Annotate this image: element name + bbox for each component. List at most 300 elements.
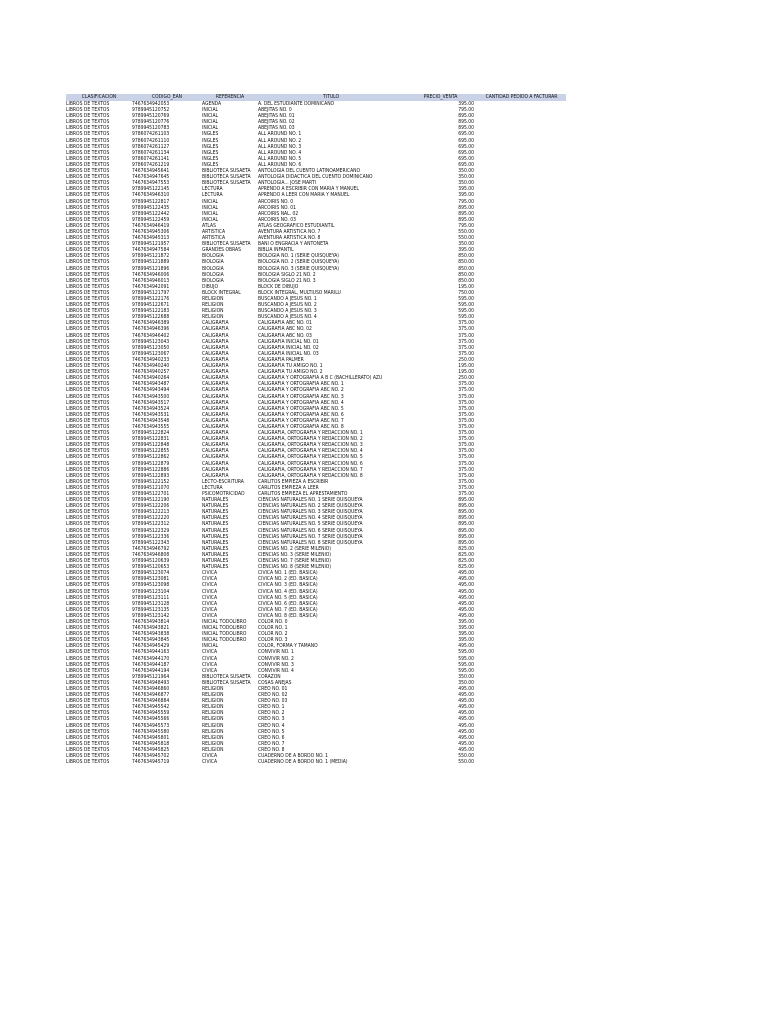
titulo-cell[interactable]: ALL AROUND NO. 5 [258, 155, 302, 162]
titulo-cell[interactable]: COLOR NO. 1 [258, 625, 288, 632]
referencia-cell[interactable]: CIVICA [202, 600, 218, 607]
precio-venta-cell[interactable]: 895.00 [458, 539, 474, 546]
referencia-cell[interactable]: RELIGION [202, 710, 224, 717]
referencia-cell[interactable]: INICIAL TODOLIBRO [202, 637, 247, 644]
referencia-cell[interactable]: CIVICA [202, 582, 218, 589]
codigo-ean-cell[interactable]: 9789945122343 [132, 539, 170, 546]
titulo-cell[interactable]: ARCOIRIS NO. 0 [258, 198, 294, 205]
codigo-ean-cell[interactable]: 7467634943821 [132, 625, 170, 632]
referencia-cell[interactable]: NATURALES [202, 503, 229, 510]
referencia-cell[interactable]: LECTO-ESCRITURA [202, 478, 244, 485]
clasificacion-cell[interactable]: LIBROS DE TEXTOS [66, 643, 110, 650]
clasificacion-cell[interactable]: LIBROS DE TEXTOS [66, 588, 110, 595]
clasificacion-cell[interactable]: LIBROS DE TEXTOS [66, 283, 110, 290]
clasificacion-cell[interactable]: LIBROS DE TEXTOS [66, 509, 110, 516]
codigo-ean-cell[interactable]: 7467634946310 [132, 192, 170, 199]
precio-venta-cell[interactable]: 395.00 [458, 101, 474, 107]
codigo-ean-cell[interactable]: 7467634945719 [132, 759, 170, 766]
referencia-cell[interactable]: BIBLIOTECA SUSAETA [202, 180, 251, 187]
titulo-cell[interactable]: CIENCIAS NO. 7 (SERIE MILENIO) [258, 558, 332, 565]
titulo-cell[interactable]: CONVIVIR NO. 4 [258, 667, 294, 674]
codigo-ean-cell[interactable]: 9789945122213 [132, 509, 170, 516]
referencia-cell[interactable]: CIVICA [202, 753, 218, 760]
codigo-ean-cell[interactable]: 7467634945429 [132, 643, 170, 650]
precio-venta-cell[interactable]: 595.00 [458, 296, 474, 302]
codigo-ean-cell[interactable]: 7467634947553 [132, 180, 170, 187]
referencia-cell[interactable]: CALIGRAFIA [202, 356, 229, 363]
referencia-cell[interactable]: BIBLIOTECA SUSAETA [202, 241, 251, 248]
titulo-cell[interactable]: CALIGRAFIA Y ORTOGRAFIA ABC NO. 5 [258, 405, 344, 412]
precio-venta-cell[interactable]: 850.00 [458, 277, 474, 284]
clasificacion-cell[interactable]: LIBROS DE TEXTOS [66, 759, 110, 766]
clasificacion-cell[interactable]: LIBROS DE TEXTOS [66, 753, 110, 760]
referencia-cell[interactable]: ATLAS [202, 222, 216, 229]
referencia-cell[interactable]: INICIAL [202, 216, 219, 223]
precio-venta-cell[interactable]: 695.00 [458, 161, 474, 168]
referencia-cell[interactable]: RELIGION [202, 302, 224, 309]
precio-venta-cell[interactable]: 375.00 [458, 484, 474, 491]
clasificacion-cell[interactable]: LIBROS DE TEXTOS [66, 210, 110, 217]
clasificacion-cell[interactable]: LIBROS DE TEXTOS [66, 655, 110, 662]
codigo-ean-cell[interactable]: 7467634946013 [132, 277, 170, 284]
precio-venta-cell[interactable]: 375.00 [458, 326, 474, 333]
referencia-cell[interactable]: GRANDES OBRAS [202, 247, 241, 254]
titulo-cell[interactable]: ARCOIRIS NAL. 02 [258, 210, 299, 217]
titulo-cell[interactable]: CUADERNO DE A BORDO NO. 1 [258, 753, 329, 760]
precio-venta-cell[interactable]: 695.00 [458, 149, 474, 156]
titulo-cell[interactable]: ALL AROUND NO. 1 [258, 131, 302, 138]
referencia-cell[interactable]: INGLES [202, 131, 219, 138]
clasificacion-cell[interactable]: LIBROS DE TEXTOS [66, 631, 110, 638]
referencia-cell[interactable]: BIBLIOTECA SUSAETA [202, 679, 251, 686]
referencia-cell[interactable]: BIOLOGIA [202, 253, 224, 260]
precio-venta-cell[interactable]: 495.00 [458, 734, 474, 741]
precio-venta-cell[interactable]: 495.00 [458, 576, 474, 583]
precio-venta-cell[interactable]: 895.00 [458, 503, 474, 510]
precio-venta-cell[interactable]: 350.00 [458, 241, 474, 248]
clasificacion-cell[interactable]: LIBROS DE TEXTOS [66, 746, 110, 753]
clasificacion-cell[interactable]: LIBROS DE TEXTOS [66, 649, 110, 656]
codigo-ean-cell[interactable]: 9789945121957 [132, 241, 170, 248]
titulo-cell[interactable]: ALL AROUND NO. 4 [258, 149, 302, 156]
precio-venta-cell[interactable]: 350.00 [458, 679, 474, 686]
clasificacion-cell[interactable]: LIBROS DE TEXTOS [66, 484, 110, 491]
referencia-cell[interactable]: CALIGRAFIA [202, 393, 229, 400]
codigo-ean-cell[interactable]: 7467634940240 [132, 363, 170, 370]
referencia-cell[interactable]: CALIGRAFIA [202, 448, 229, 455]
referencia-cell[interactable]: INICIAL [202, 107, 219, 114]
codigo-ean-cell[interactable]: 9786074261110 [132, 137, 170, 144]
referencia-cell[interactable]: CALIGRAFIA [202, 375, 229, 382]
precio-venta-cell[interactable]: 375.00 [458, 466, 474, 473]
clasificacion-cell[interactable]: LIBROS DE TEXTOS [66, 734, 110, 741]
clasificacion-cell[interactable]: LIBROS DE TEXTOS [66, 143, 110, 150]
referencia-cell[interactable]: NATURALES [202, 533, 229, 540]
clasificacion-cell[interactable]: LIBROS DE TEXTOS [66, 740, 110, 747]
titulo-cell[interactable]: CALIGRAFIA PALMER [258, 356, 304, 363]
clasificacion-cell[interactable]: LIBROS DE TEXTOS [66, 125, 110, 132]
precio-venta-cell[interactable]: 195.00 [458, 369, 474, 376]
titulo-cell[interactable]: COLOR NO. 2 [258, 631, 288, 638]
clasificacion-cell[interactable]: LIBROS DE TEXTOS [66, 381, 110, 388]
titulo-cell[interactable]: BLOCK DE DIBUJO [258, 283, 299, 290]
referencia-cell[interactable]: RELIGION [202, 722, 224, 729]
codigo-ean-cell[interactable]: 9789945122336 [132, 533, 170, 540]
titulo-cell[interactable]: BUSCANDO A JESUS NO. 4 [258, 314, 317, 321]
titulo-cell[interactable]: CONVIVIR NO. 1 [258, 649, 294, 656]
referencia-cell[interactable]: NATURALES [202, 551, 229, 558]
precio-venta-cell[interactable]: 375.00 [458, 344, 474, 351]
codigo-ean-cell[interactable]: 9789945120776 [132, 119, 170, 126]
clasificacion-cell[interactable]: LIBROS DE TEXTOS [66, 612, 110, 619]
codigo-ean-cell[interactable]: 9789945123111 [132, 594, 170, 601]
clasificacion-cell[interactable]: LIBROS DE TEXTOS [66, 576, 110, 583]
referencia-cell[interactable]: LECTURA [202, 484, 223, 491]
titulo-cell[interactable]: BUSCANDO A JESUS NO. 1 [258, 296, 317, 302]
titulo-cell[interactable]: COLOR NO. 3 [258, 637, 288, 644]
referencia-cell[interactable]: CALIGRAFIA [202, 411, 229, 418]
precio-venta-cell[interactable]: 375.00 [458, 350, 474, 357]
titulo-cell[interactable]: COLOR, FORMA Y TAMANO [258, 643, 318, 650]
precio-venta-cell[interactable]: 895.00 [458, 204, 474, 211]
titulo-cell[interactable]: BANI O ENGRACIA Y ANTOÑETA [258, 241, 329, 248]
precio-venta-cell[interactable]: 495.00 [458, 612, 474, 619]
titulo-cell[interactable]: BIBLIA INFANTIL [258, 247, 294, 254]
precio-venta-cell[interactable]: 350.00 [458, 180, 474, 187]
precio-venta-cell[interactable]: 750.00 [458, 289, 474, 296]
precio-venta-cell[interactable]: 695.00 [458, 137, 474, 144]
clasificacion-cell[interactable]: LIBROS DE TEXTOS [66, 673, 110, 680]
clasificacion-cell[interactable]: LIBROS DE TEXTOS [66, 363, 110, 370]
referencia-cell[interactable]: INGLES [202, 161, 219, 168]
referencia-cell[interactable]: CALIGRAFIA [202, 417, 229, 424]
precio-venta-cell[interactable]: 375.00 [458, 460, 474, 467]
clasificacion-cell[interactable]: LIBROS DE TEXTOS [66, 253, 110, 260]
precio-venta-cell[interactable]: 550.00 [458, 235, 474, 242]
referencia-cell[interactable]: INICIAL [202, 119, 219, 126]
codigo-ean-cell[interactable]: 9789945122220 [132, 515, 170, 522]
codigo-ean-cell[interactable]: 9789945123050 [132, 344, 170, 351]
codigo-ean-cell[interactable]: 9789945123098 [132, 582, 170, 589]
clasificacion-cell[interactable]: LIBROS DE TEXTOS [66, 527, 110, 534]
referencia-cell[interactable]: INGLES [202, 149, 219, 156]
referencia-cell[interactable]: INGLES [202, 155, 219, 162]
clasificacion-cell[interactable]: LIBROS DE TEXTOS [66, 594, 110, 601]
referencia-cell[interactable]: CALIGRAFIA [202, 436, 229, 443]
precio-venta-cell[interactable]: 895.00 [458, 497, 474, 504]
codigo-ean-cell[interactable]: 9786074261103 [132, 131, 170, 138]
precio-venta-cell[interactable]: 550.00 [458, 753, 474, 760]
clasificacion-cell[interactable]: LIBROS DE TEXTOS [66, 478, 110, 485]
clasificacion-cell[interactable]: LIBROS DE TEXTOS [66, 192, 110, 199]
titulo-cell[interactable]: CIENCIAS NO. 3 (SERIE MILENIO) [258, 551, 332, 558]
referencia-cell[interactable]: CIVICA [202, 570, 218, 577]
titulo-cell[interactable]: ALL AROUND NO. 2 [258, 137, 302, 144]
clasificacion-cell[interactable]: LIBROS DE TEXTOS [66, 436, 110, 443]
codigo-ean-cell[interactable]: 7467634943548 [132, 417, 170, 424]
referencia-cell[interactable]: RELIGION [202, 734, 224, 741]
codigo-ean-cell[interactable]: 7467634945306 [132, 228, 170, 235]
titulo-cell[interactable]: A. DEL ESTUDIANTE DOMINICANO [258, 101, 335, 107]
clasificacion-cell[interactable]: LIBROS DE TEXTOS [66, 344, 110, 351]
titulo-cell[interactable]: ATLAS GEOGRAFICO ESTUDIANTIL [258, 222, 335, 229]
referencia-cell[interactable]: CIVICA [202, 655, 218, 662]
referencia-cell[interactable]: RELIGION [202, 698, 224, 705]
codigo-ean-cell[interactable]: 7467634944187 [132, 661, 170, 668]
clasificacion-cell[interactable]: LIBROS DE TEXTOS [66, 728, 110, 735]
referencia-cell[interactable]: NATURALES [202, 558, 229, 565]
precio-venta-cell[interactable]: 795.00 [458, 107, 474, 114]
codigo-ean-cell[interactable]: 9789945122831 [132, 436, 170, 443]
referencia-cell[interactable]: BIBLIOTECA SUSAETA [202, 673, 251, 680]
precio-venta-cell[interactable]: 395.00 [458, 625, 474, 632]
codigo-ean-cell[interactable]: 7467634940257 [132, 369, 170, 376]
clasificacion-cell[interactable]: LIBROS DE TEXTOS [66, 265, 110, 272]
precio-venta-cell[interactable]: 895.00 [458, 113, 474, 120]
titulo-cell[interactable]: CONVIVIR NO. 3 [258, 661, 294, 668]
titulo-cell[interactable]: CARLITOS EMPIEZA EL APRESTAMIENTO [258, 491, 348, 497]
codigo-ean-cell[interactable]: 9789945122176 [132, 296, 170, 302]
clasificacion-cell[interactable]: LIBROS DE TEXTOS [66, 259, 110, 266]
precio-venta-cell[interactable]: 375.00 [458, 338, 474, 345]
titulo-cell[interactable]: ABEJITAS NO. 01 [258, 113, 295, 120]
clasificacion-cell[interactable]: LIBROS DE TEXTOS [66, 314, 110, 321]
referencia-cell[interactable]: RELIGION [202, 296, 224, 302]
codigo-ean-cell[interactable]: 7467634943555 [132, 423, 170, 430]
titulo-cell[interactable]: CREO NO. 5 [258, 728, 285, 735]
precio-venta-cell[interactable]: 695.00 [458, 155, 474, 162]
precio-venta-cell[interactable]: 495.00 [458, 692, 474, 699]
precio-venta-cell[interactable]: 375.00 [458, 393, 474, 400]
codigo-ean-cell[interactable]: 9789945122688 [132, 314, 170, 321]
codigo-ean-cell[interactable]: 9789945122879 [132, 460, 170, 467]
titulo-cell[interactable]: CALIGRAFIA TU AMIGO NO. 2 [258, 369, 323, 376]
codigo-ean-cell[interactable]: 9786074261141 [132, 155, 170, 162]
referencia-cell[interactable]: CIVICA [202, 759, 218, 766]
codigo-ean-cell[interactable]: 7467634940233 [132, 356, 170, 363]
referencia-cell[interactable]: CALIGRAFIA [202, 344, 229, 351]
codigo-ean-cell[interactable]: 7467634946877 [132, 692, 170, 699]
codigo-ean-cell[interactable]: 7467634945818 [132, 740, 170, 747]
precio-venta-cell[interactable]: 495.00 [458, 740, 474, 747]
clasificacion-cell[interactable]: LIBROS DE TEXTOS [66, 101, 110, 107]
referencia-cell[interactable]: RELIGION [202, 740, 224, 747]
referencia-cell[interactable]: BIOLOGIA [202, 271, 224, 278]
codigo-ean-cell[interactable]: 9789945122190 [132, 497, 170, 504]
codigo-ean-cell[interactable]: 7467634946402 [132, 332, 170, 339]
referencia-cell[interactable]: INGLES [202, 143, 219, 150]
precio-venta-cell[interactable]: 495.00 [458, 710, 474, 717]
precio-venta-cell[interactable]: 495.00 [458, 600, 474, 607]
titulo-cell[interactable]: CALIGRAFIA TU AMIGO NO. 1 [258, 363, 323, 370]
codigo-ean-cell[interactable]: 9786074261127 [132, 143, 170, 150]
referencia-cell[interactable]: PSICOMOTRICIDAD [202, 491, 245, 497]
titulo-cell[interactable]: CARLITOS EMPIEZA A ESCRIBIR [258, 478, 329, 485]
codigo-ean-cell[interactable]: 7467634942053 [132, 101, 170, 107]
codigo-ean-cell[interactable]: 9789945122862 [132, 454, 170, 461]
clasificacion-cell[interactable]: LIBROS DE TEXTOS [66, 497, 110, 504]
titulo-cell[interactable]: CALIGRAFIA, ORTOGRAFIA Y REDACCION NO. 4 [258, 448, 363, 455]
codigo-ean-cell[interactable]: 9789945122435 [132, 204, 170, 211]
clasificacion-cell[interactable]: LIBROS DE TEXTOS [66, 302, 110, 309]
codigo-ean-cell[interactable]: 9789945120769 [132, 113, 170, 120]
codigo-ean-cell[interactable]: 9789945122183 [132, 308, 170, 315]
precio-venta-cell[interactable]: 375.00 [458, 320, 474, 327]
codigo-ean-cell[interactable]: 9789945122817 [132, 198, 170, 205]
precio-venta-cell[interactable]: 375.00 [458, 417, 474, 424]
codigo-ean-cell[interactable]: 9789945122145 [132, 186, 170, 193]
referencia-cell[interactable]: INICIAL TODOLIBRO [202, 618, 247, 625]
titulo-cell[interactable]: CALIGRAFIA Y ORTOGRAFIA ABC NO. 2 [258, 387, 344, 394]
titulo-cell[interactable]: CREO NO. 8 [258, 746, 285, 753]
codigo-ean-cell[interactable]: 7467634946860 [132, 686, 170, 692]
titulo-cell[interactable]: CALIGRAFIA INICIAL NO. 01 [258, 338, 319, 345]
precio-venta-cell[interactable]: 595.00 [458, 667, 474, 674]
referencia-cell[interactable]: INICIAL [202, 204, 219, 211]
titulo-cell[interactable]: CIENCIAS NATURALES NO. 1 SERIE QUISQUEYA [258, 497, 363, 504]
precio-venta-cell[interactable]: 825.00 [458, 551, 474, 558]
titulo-cell[interactable]: ALL AROUND NO. 3 [258, 143, 302, 150]
codigo-ean-cell[interactable]: 7467634944194 [132, 667, 170, 674]
clasificacion-cell[interactable]: LIBROS DE TEXTOS [66, 564, 110, 571]
titulo-cell[interactable]: CUADERNO DE A BORDO NO. 1 (MEDIA) [258, 759, 348, 766]
referencia-cell[interactable]: BIBLIOTECA SUSAETA [202, 174, 251, 181]
codigo-ean-cell[interactable]: 9789945120639 [132, 558, 170, 565]
precio-venta-cell[interactable]: 595.00 [458, 314, 474, 321]
titulo-cell[interactable]: CREO NO. 4 [258, 722, 285, 729]
referencia-cell[interactable]: CALIGRAFIA [202, 338, 229, 345]
clasificacion-cell[interactable]: LIBROS DE TEXTOS [66, 692, 110, 699]
codigo-ean-cell[interactable]: 9789945123128 [132, 600, 170, 607]
referencia-cell[interactable]: NATURALES [202, 527, 229, 534]
clasificacion-cell[interactable]: LIBROS DE TEXTOS [66, 222, 110, 229]
referencia-cell[interactable]: CALIGRAFIA [202, 405, 229, 412]
referencia-cell[interactable]: CALIGRAFIA [202, 399, 229, 406]
referencia-cell[interactable]: BLOCK INTEGRAL [202, 289, 241, 296]
referencia-cell[interactable]: CALIGRAFIA [202, 460, 229, 467]
clasificacion-cell[interactable]: LIBROS DE TEXTOS [66, 679, 110, 686]
clasificacion-cell[interactable]: LIBROS DE TEXTOS [66, 186, 110, 193]
clasificacion-cell[interactable]: LIBROS DE TEXTOS [66, 180, 110, 187]
clasificacion-cell[interactable]: LIBROS DE TEXTOS [66, 320, 110, 327]
precio-venta-cell[interactable]: 495.00 [458, 722, 474, 729]
titulo-cell[interactable]: CREO NO. 3 [258, 716, 285, 723]
referencia-cell[interactable]: NATURALES [202, 497, 229, 504]
referencia-cell[interactable]: CALIGRAFIA [202, 320, 229, 327]
referencia-cell[interactable]: NATURALES [202, 545, 229, 552]
precio-venta-cell[interactable]: 250.00 [458, 375, 474, 382]
codigo-ean-cell[interactable]: 7467634947584 [132, 247, 170, 254]
codigo-ean-cell[interactable]: 7467634942091 [132, 283, 170, 290]
codigo-ean-cell[interactable]: 9789945121964 [132, 673, 170, 680]
referencia-cell[interactable]: CALIGRAFIA [202, 381, 229, 388]
titulo-cell[interactable]: CREO NO. 01 [258, 686, 288, 692]
clasificacion-cell[interactable]: LIBROS DE TEXTOS [66, 503, 110, 510]
clasificacion-cell[interactable]: LIBROS DE TEXTOS [66, 558, 110, 565]
titulo-cell[interactable]: ABEJITAS NO. 0 [258, 107, 292, 114]
precio-venta-cell[interactable]: 895.00 [458, 527, 474, 534]
precio-venta-cell[interactable]: 850.00 [458, 265, 474, 272]
clasificacion-cell[interactable]: LIBROS DE TEXTOS [66, 551, 110, 558]
precio-venta-cell[interactable]: 375.00 [458, 436, 474, 443]
precio-venta-cell[interactable]: 495.00 [458, 594, 474, 601]
titulo-cell[interactable]: CREO NO. 7 [258, 740, 285, 747]
referencia-cell[interactable]: CIVICA [202, 649, 218, 656]
clasificacion-cell[interactable]: LIBROS DE TEXTOS [66, 174, 110, 181]
precio-venta-cell[interactable]: 375.00 [458, 332, 474, 339]
titulo-cell[interactable]: AVENTURA ARTISTICA NO. 7 [258, 228, 321, 235]
precio-venta-cell[interactable]: 825.00 [458, 545, 474, 552]
titulo-cell[interactable]: CIENCIAS NATURALES NO. 4 SERIE QUISQUEYA [258, 515, 363, 522]
titulo-cell[interactable]: CIENCIAS NATURALES NO. 8 SERIE QUISQUEYA [258, 539, 363, 546]
codigo-ean-cell[interactable]: 9786074261134 [132, 149, 170, 156]
codigo-ean-cell[interactable]: 7467634948493 [132, 679, 170, 686]
codigo-ean-cell[interactable]: 9789945122824 [132, 430, 170, 437]
precio-venta-cell[interactable]: 895.00 [458, 533, 474, 540]
codigo-ean-cell[interactable]: 9789945121070 [132, 484, 170, 491]
referencia-cell[interactable]: INICIAL [202, 210, 219, 217]
precio-venta-cell[interactable]: 195.00 [458, 283, 474, 290]
clasificacion-cell[interactable]: LIBROS DE TEXTOS [66, 296, 110, 302]
referencia-cell[interactable]: BIOLOGIA [202, 277, 224, 284]
referencia-cell[interactable]: RELIGION [202, 716, 224, 723]
titulo-cell[interactable]: CIVICA NO. 1 (ED. BASICA) [258, 570, 318, 577]
titulo-cell[interactable]: CORAZON [258, 673, 281, 680]
codigo-ean-cell[interactable]: 9789945121797 [132, 289, 170, 296]
clasificacion-cell[interactable]: LIBROS DE TEXTOS [66, 600, 110, 607]
codigo-ean-cell[interactable]: 9789945123104 [132, 588, 170, 595]
titulo-cell[interactable]: CALIGRAFIA, ORTOGRAFIA Y REDACCION NO. 1 [258, 430, 363, 437]
codigo-ean-cell[interactable]: 9789945120752 [132, 107, 170, 114]
titulo-cell[interactable]: APRENDO A ESCRIBIR CON MARIA Y MANUEL [258, 186, 359, 193]
clasificacion-cell[interactable]: LIBROS DE TEXTOS [66, 686, 110, 692]
titulo-cell[interactable]: CIVICA NO. 3 (ED. BASICA) [258, 582, 318, 589]
referencia-cell[interactable]: RELIGION [202, 686, 224, 692]
codigo-ean-cell[interactable]: 7467634943845 [132, 637, 170, 644]
codigo-ean-cell[interactable]: 9789945120783 [132, 125, 170, 132]
precio-venta-cell[interactable]: 495.00 [458, 588, 474, 595]
titulo-cell[interactable]: ANTOLOGIA DEL CUENTO LATINOAMERICANO [258, 168, 361, 175]
precio-venta-cell[interactable]: 595.00 [458, 302, 474, 309]
clasificacion-cell[interactable]: LIBROS DE TEXTOS [66, 460, 110, 467]
precio-venta-cell[interactable]: 895.00 [458, 521, 474, 528]
clasificacion-cell[interactable]: LIBROS DE TEXTOS [66, 667, 110, 674]
referencia-cell[interactable]: BIOLOGIA [202, 259, 224, 266]
titulo-cell[interactable]: CIVICA NO. 8 (ED. BASICA) [258, 612, 318, 619]
referencia-cell[interactable]: CALIGRAFIA [202, 369, 229, 376]
referencia-cell[interactable]: NATURALES [202, 564, 229, 571]
codigo-ean-cell[interactable]: 7467634943500 [132, 393, 170, 400]
titulo-cell[interactable]: CREO NO. 6 [258, 734, 285, 741]
clasificacion-cell[interactable]: LIBROS DE TEXTOS [66, 131, 110, 138]
referencia-cell[interactable]: CALIGRAFIA [202, 466, 229, 473]
clasificacion-cell[interactable]: LIBROS DE TEXTOS [66, 625, 110, 632]
precio-venta-cell[interactable]: 795.00 [458, 222, 474, 229]
referencia-cell[interactable]: RELIGION [202, 746, 224, 753]
precio-venta-cell[interactable]: 895.00 [458, 216, 474, 223]
clasificacion-cell[interactable]: LIBROS DE TEXTOS [66, 277, 110, 284]
referencia-cell[interactable]: DIBUJO [202, 283, 219, 290]
referencia-cell[interactable]: CALIGRAFIA [202, 430, 229, 437]
referencia-cell[interactable]: INICIAL [202, 643, 219, 650]
codigo-ean-cell[interactable]: 7467634945559 [132, 710, 170, 717]
referencia-cell[interactable]: CALIGRAFIA [202, 387, 229, 394]
precio-venta-cell[interactable]: 375.00 [458, 454, 474, 461]
titulo-cell[interactable]: CALIGRAFIA INICIAL NO. 03 [258, 350, 319, 357]
clasificacion-cell[interactable]: LIBROS DE TEXTOS [66, 350, 110, 357]
referencia-cell[interactable]: INICIAL TODOLIBRO [202, 631, 247, 638]
referencia-cell[interactable]: INICIAL TODOLIBRO [202, 625, 247, 632]
